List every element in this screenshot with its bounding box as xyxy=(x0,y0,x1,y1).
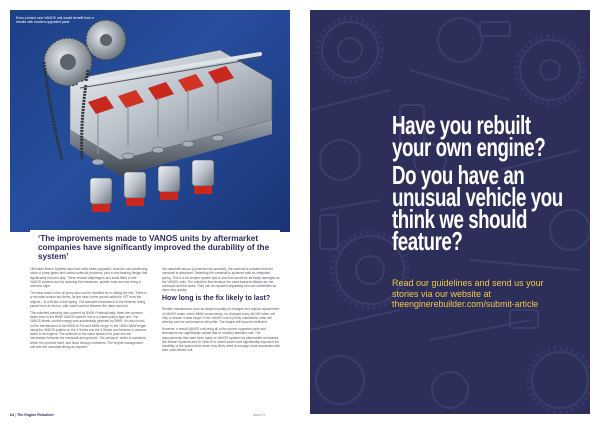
paragraph: However, a rebuilt VANOS unit using all of the proven upgraded parts and techniques can significantly outlast that of a factory standard unit. The improvements that have been made to VANOS systems by aftermarket companies like Beisan Systems and Dr VANOS in recent years have significantly improved the durability of the system that owner now likely need to manage costs associated with their once-seized unit. xyxy=(162,326,280,353)
pull-quote-text: ‘The improvements made to VANOS units by aftermarket companies have significantly improved the durability of the system’ xyxy=(38,234,270,262)
headline-line: feature? xyxy=(392,226,463,256)
cta-line: stories via our website at xyxy=(392,288,492,299)
headline-line: Have you rebuilt xyxy=(392,110,531,140)
headline-line: your own engine? xyxy=(392,132,546,162)
publication-name: The Engine Rebuilder xyxy=(16,413,54,417)
paragraph: Routine maintenance such as frequent quality oil changes and regular replacement of VANOS seals, which BMW recommends, be changed every 60,000 miles, will help to ensure it lasts longer. If the VANOS unit is poorly maintained, wear will develop and the performance will suffer. The engine will become inefficient. xyxy=(162,307,280,325)
paragraph: The unlimited warranty was covered by BMW. Professionally, there are common faults seen in the BMW VANOS system: this is a pulsed piston-type unit. The VANOS kinetic control energy was accidentally patented by BMW. It is also found on the mechanisms of the BMW M Pro and BMW range. In the 1990s BMW began using the VANOS system on the 3 Series and the 5 Series and became a common factor in its engines. The solenoid or the valve allows oil to pass into the mechanism between the camshaft and sprocket. The pressure, which is contained within the sprocket itself, and flows through chambers. The engine management unit sets the camshaft timing as required. xyxy=(30,310,147,350)
advert-headline-1 xyxy=(392,110,588,162)
footer-separator: | xyxy=(15,413,16,417)
paragraph: the camshaft sensor (connected via sprocket), the solenoid is actuated and the camshaft is advanced. Retarding the camshaft is achieved with an integrated spring. This is a far simpler system and is one that cannot be as easily damaged as the VANOS units. The rebuild is fine because the most frequent failures are the solenoids and the seals. They can be replaced separately and can sometimes be done very quickly. xyxy=(162,267,280,293)
headline-line: unusual vehicle you xyxy=(392,182,563,212)
pull-quote xyxy=(30,230,280,262)
engine-illustration xyxy=(10,10,290,232)
cta-line: Read our guidelines and send us your xyxy=(392,278,544,288)
page-number: 64 xyxy=(10,413,14,417)
article-body xyxy=(30,267,280,407)
advert-page xyxy=(310,10,590,414)
image-caption: Even a brand new VANOS unit would benefit from a rebuild with modern upgraded parts xyxy=(16,16,94,25)
article-column-right xyxy=(162,267,280,355)
advert-headline-2 xyxy=(392,160,588,256)
paragraph: The wear factor in the oil pump also can be modified by re-drilling the ribs. There is a recorded reason two items, its tips have a new groove added to 9FT from the original – is a bit like a leaf spring. The standard mechanism of the fitments, being placed here at the top, with small load but between the discs and hub. xyxy=(30,290,147,308)
headline-line: Do you have an xyxy=(392,160,525,190)
engine-cutaway-graphic xyxy=(10,10,290,232)
advert-call-to-action xyxy=(392,278,588,299)
headline-line: think we should xyxy=(392,204,527,234)
submit-article-link[interactable]: theenginerebuilder.com/submit-article xyxy=(392,299,539,309)
issue-label: Issue 01 xyxy=(253,413,266,417)
advert-copy xyxy=(392,110,588,309)
article-column-left xyxy=(30,267,148,352)
page-footer xyxy=(10,413,54,417)
article-subheading: How long is the fix likely to last? xyxy=(162,295,271,303)
paragraph: Lift-based Bosch Systems also had valve seats upgraded, reduced cold positioning, noise of pump gears and control solenoid problems, plus a new bearing design that significantly reduced play. These revised diaphragms and seals fitted to late VANOS systems and by reducing the tolerances, quieter units are now being a common sight. xyxy=(30,267,149,289)
